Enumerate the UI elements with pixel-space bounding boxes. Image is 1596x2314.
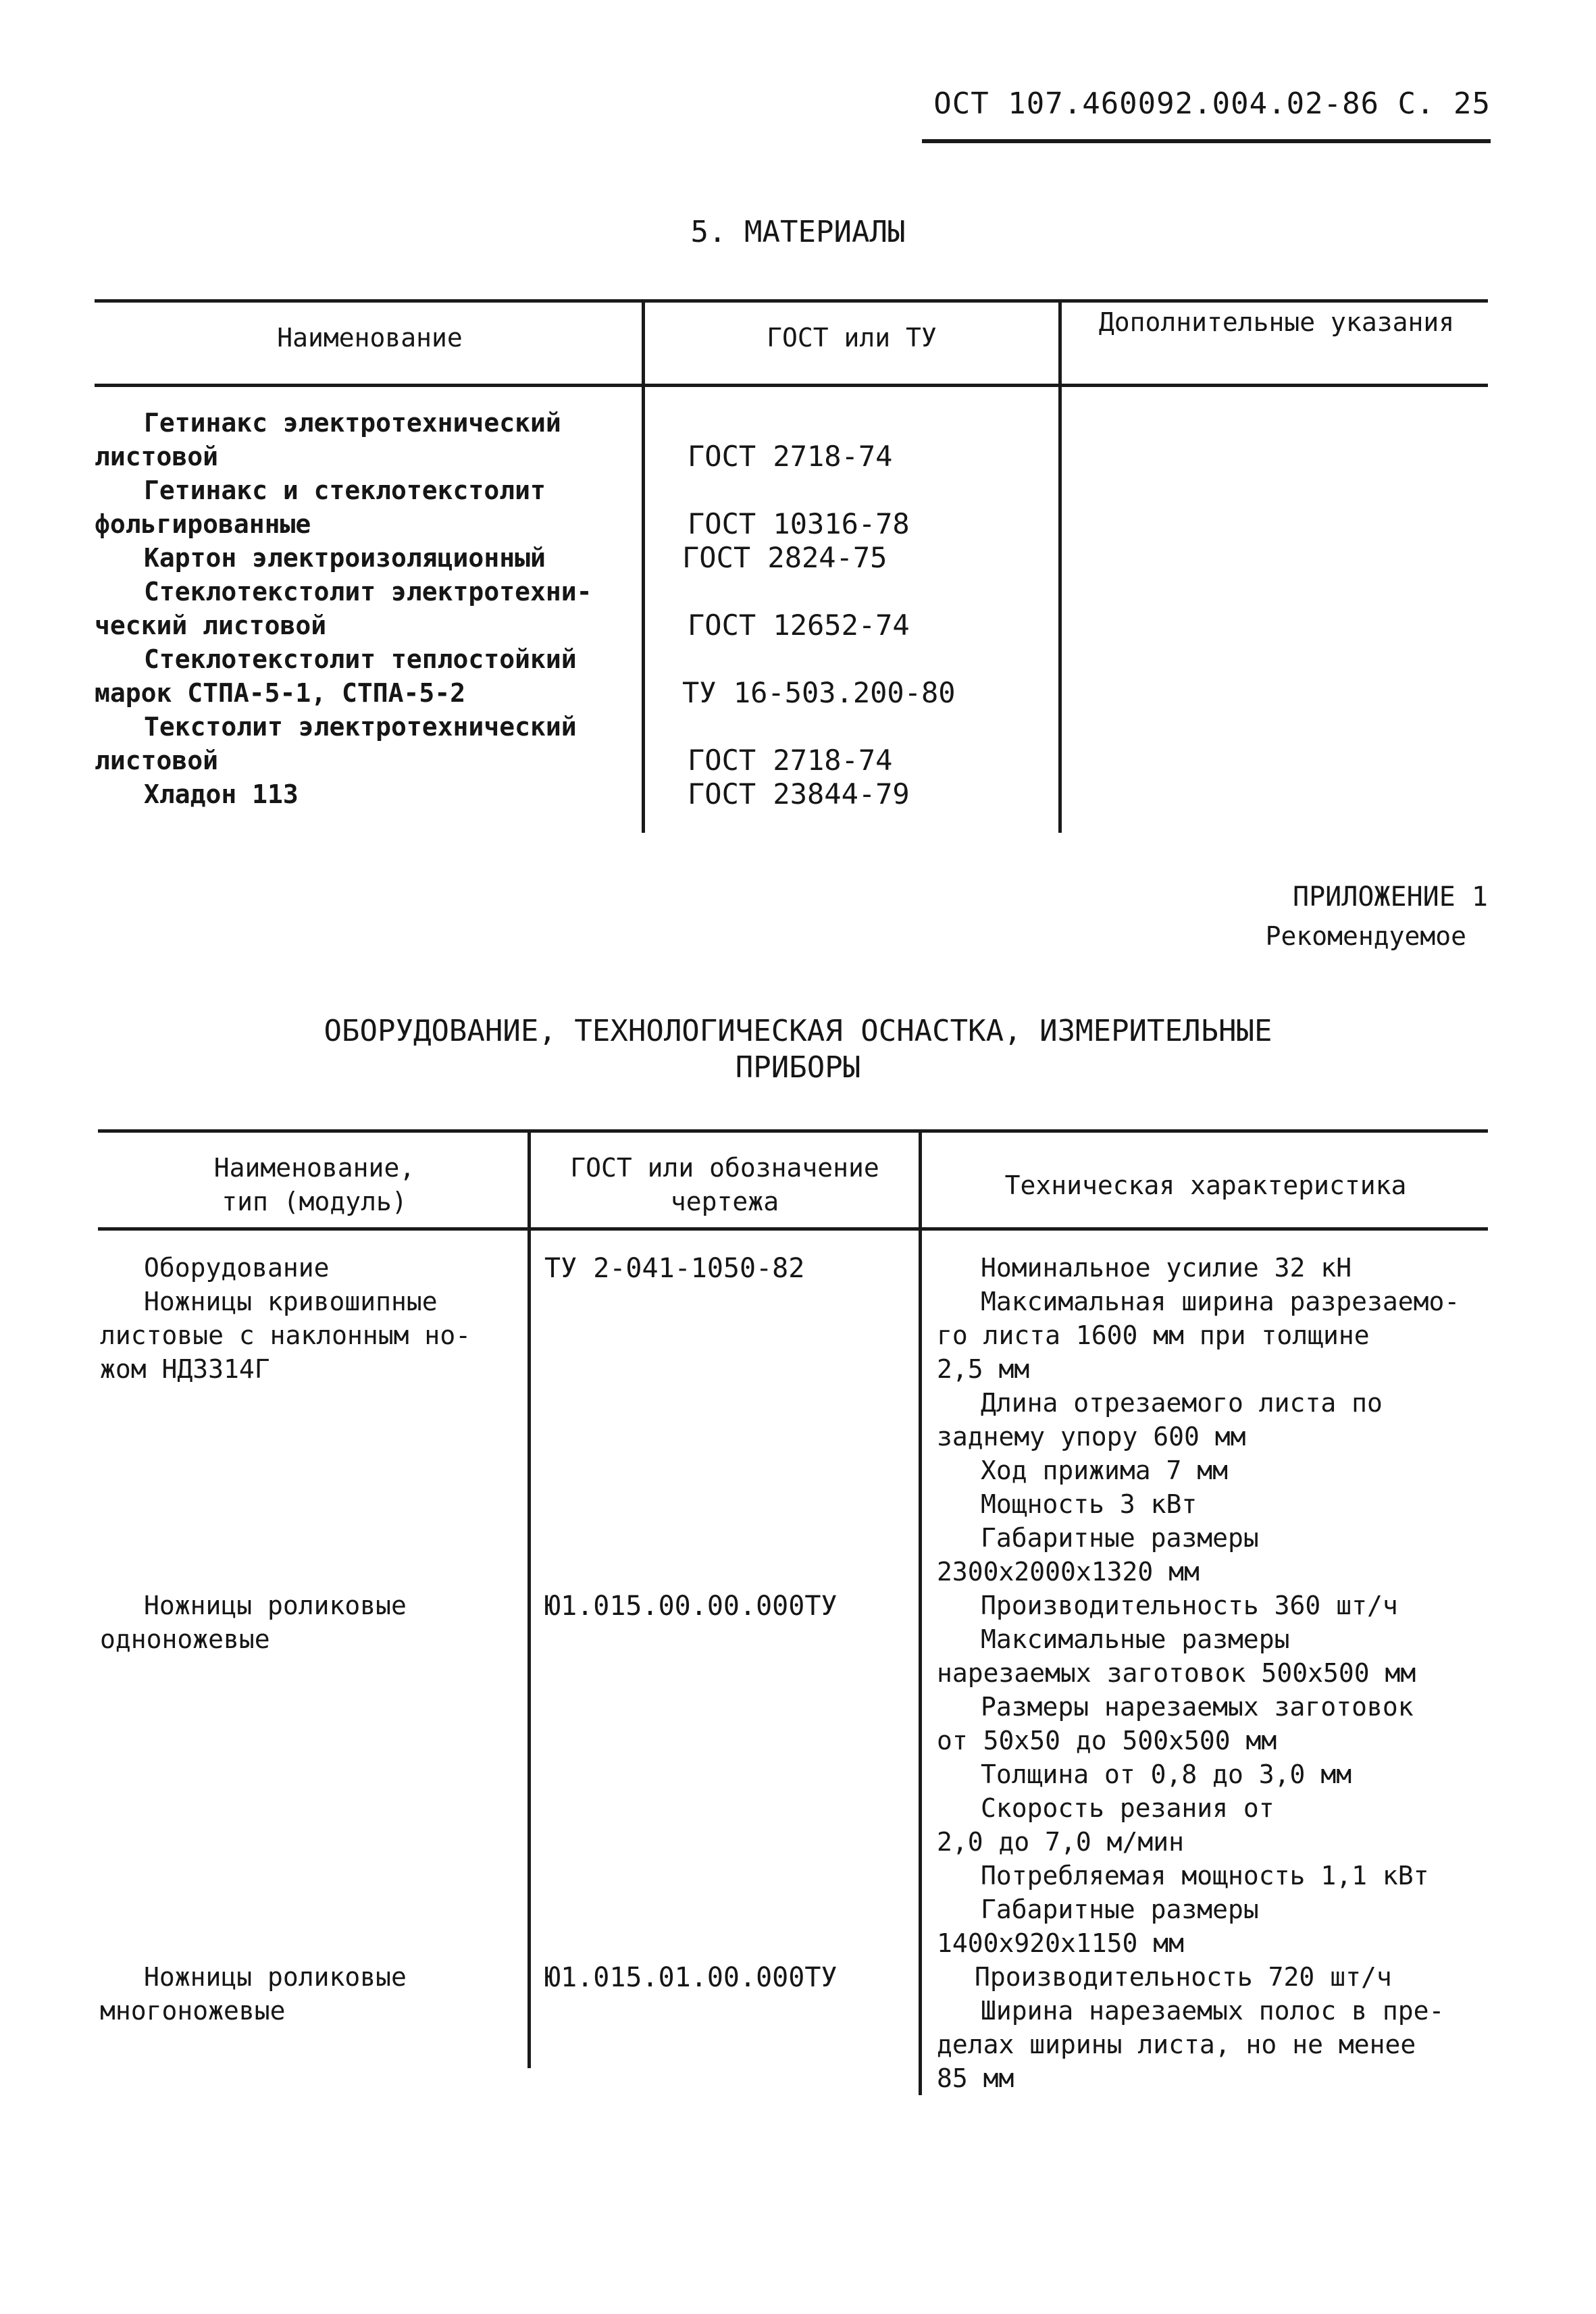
spec-line: нарезаемых заготовок 500x500 мм [937,1658,1416,1688]
column-header-standard: ГОСТ или ТУ [767,323,937,353]
material-name: Хладон 113 [144,779,299,809]
table-top-rule [95,299,1488,303]
table-top-rule [98,1129,1488,1133]
equipment-standard: ТУ 2-041-1050-82 [544,1253,805,1284]
spec-line: го листа 1600 мм при толщине [937,1320,1370,1350]
equipment-standard: Ю1.015.01.00.000ТУ [544,1962,838,1993]
material-standard: ГОСТ 2824-75 [682,541,887,574]
material-name: Картон электроизоляционный [144,543,546,573]
document-reference: ОСТ 107.460092.004.02-86 С. 25 [933,86,1491,121]
equipment-name: Ножницы роликовые [144,1962,407,1992]
appendix-title-line: ОБОРУДОВАНИЕ, ТЕХНОЛОГИЧЕСКАЯ ОСНАСТКА, ИЗМЕРИТЕЛЬНЫЕ [324,1014,1272,1048]
material-name: листовой [95,442,219,471]
equipment-name: Ножницы роликовые [144,1591,407,1620]
equipment-name: многоножевые [100,1996,286,2026]
spec-line: 85 мм [937,2063,1014,2093]
spec-line: Производительность 360 шт/ч [981,1591,1398,1620]
appendix-status: Рекомендуемое [1265,921,1466,951]
spec-line: Ход прижима 7 мм [981,1456,1229,1485]
material-name: Стеклотекстолит электротехни- [144,577,592,607]
spec-line: делах ширины листа, но не менее [937,2030,1416,2059]
spec-line: от 50x50 до 500x500 мм [937,1726,1277,1755]
material-standard: ГОСТ 2718-74 [688,744,893,777]
column-header-spec: Техническая характеристика [1004,1171,1407,1200]
material-name: фольгированные [95,509,311,539]
column-header-standard: ГОСТ или обозначение чертежа [570,1153,879,1216]
spec-line: Производительность 720 шт/ч [975,1962,1392,1992]
spec-line: Габаритные размеры [981,1895,1259,1924]
column-divider [1058,299,1062,833]
equipment-name: жом НД3314Г [100,1354,270,1384]
spec-line: Потребляемая мощность 1,1 кВт [981,1861,1429,1891]
appendix-title-line: ПРИБОРЫ [735,1050,861,1085]
spec-line: Ширина нарезаемых полос в пре- [981,1996,1445,2026]
spec-line: Максимальные размеры [981,1624,1290,1654]
material-standard: ГОСТ 12652-74 [688,609,910,642]
column-divider [919,1129,922,2095]
material-standard: ГОСТ 10316-78 [688,507,910,540]
material-name: Текстолит электротехнический [144,712,577,742]
column-header-name: Наименование, тип (модуль) [213,1153,415,1216]
spec-line: Максимальная ширина разрезаемо- [981,1287,1460,1316]
spec-line: заднему упору 600 мм [937,1422,1246,1451]
spec-line: 2,0 до 7,0 м/мин [937,1827,1185,1857]
spec-line: Габаритные размеры [981,1523,1259,1553]
material-standard: ТУ 16-503.200-80 [682,676,956,709]
spec-line: Скорость резания от [981,1793,1275,1823]
material-name: марок СТПА-5-1, СТПА-5-2 [95,678,466,708]
spec-line: 2300x2000x1320 мм [937,1557,1200,1587]
material-name: Гетинакс электротехнический [144,408,561,438]
material-standard: ГОСТ 2718-74 [688,440,893,473]
material-name: листовой [95,746,219,775]
appendix-title [0,1013,1596,1086]
spec-line: Номинальное усилие 32 кН [981,1253,1352,1283]
table-header-rule [98,1227,1488,1231]
material-name: Гетинакс и стеклотекстолит [144,475,546,505]
spec-line: 2,5 мм [937,1354,1030,1384]
spec-line: Длина отрезаемого листа по [981,1388,1383,1418]
column-header-name: Наименование [277,323,463,353]
column-divider [642,299,645,833]
material-standard: ГОСТ 23844-79 [688,777,910,811]
section-title: 5. МАТЕРИАЛЫ [690,215,906,249]
equipment-name: листовые с наклонным но- [100,1320,471,1350]
equipment-name: одноножевые [100,1624,270,1654]
material-name: ческий листовой [95,611,327,640]
spec-line: Толщина от 0,8 до 3,0 мм [981,1759,1352,1789]
spec-line: Мощность 3 кВт [981,1489,1198,1519]
equipment-name: Ножницы кривошипные [144,1287,438,1316]
header-rule [922,139,1491,143]
equipment-name: Оборудование [144,1253,330,1283]
table-header-rule [95,384,1488,387]
material-name: Стеклотекстолит теплостойкий [144,644,577,674]
equipment-standard: Ю1.015.00.00.000ТУ [544,1591,838,1622]
spec-line: Размеры нарезаемых заготовок [981,1692,1414,1722]
spec-line: 1400x920x1150 мм [937,1928,1185,1958]
column-header-notes: Дополнительные указания [1098,307,1455,337]
column-divider [527,1129,531,2068]
appendix-label: ПРИЛОЖЕНИЕ 1 [1293,881,1488,912]
